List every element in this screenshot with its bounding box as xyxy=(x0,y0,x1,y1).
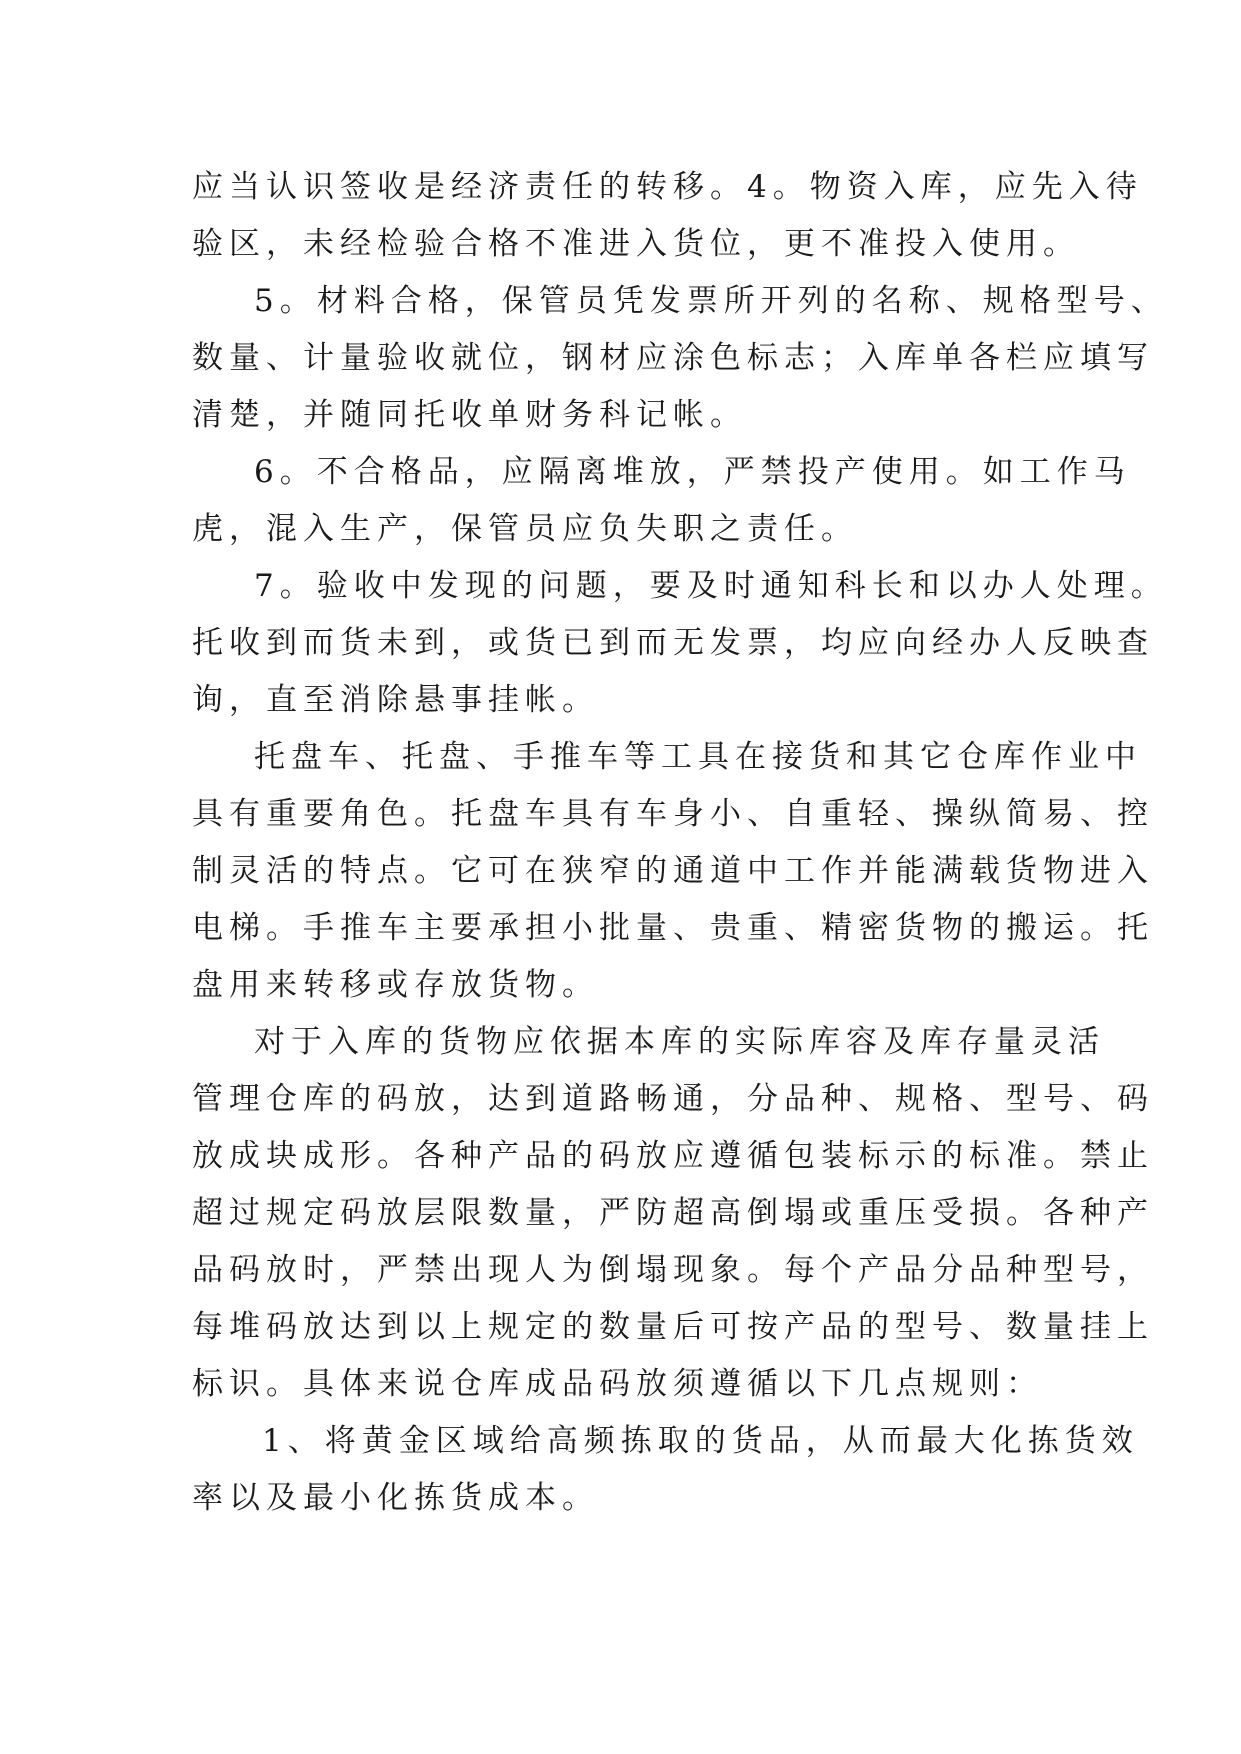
text-line: 询，直至消除悬事挂帐。 xyxy=(192,682,599,718)
paragraph-start: 1、将黄金区域给高频拣取的货品，从而最大化拣货效 xyxy=(262,1423,1139,1459)
text-line: 率以及最小化拣货成本。 xyxy=(192,1480,599,1516)
paragraph-start: 6。不合格品，应隔离堆放，严禁投产使用。如工作马 xyxy=(254,454,1131,490)
text-line: 放成块成形。各种产品的码放应遵循包装标示的标准。禁止 xyxy=(192,1138,1154,1174)
paragraph-start: 托盘车、托盘、手推车等工具在接货和其它仓库作业中 xyxy=(254,739,1142,775)
text-line: 具有重要角色。托盘车具有车身小、自重轻、操纵简易、控 xyxy=(192,796,1154,832)
text-line: 超过规定码放层限数量，严防超高倒塌或重压受损。各种产 xyxy=(192,1195,1154,1231)
text-line: 虎，混入生产，保管员应负失职之责任。 xyxy=(192,511,858,547)
text-line: 应当认识签收是经济责任的转移。4。物资入库，应先入待 xyxy=(192,169,1143,205)
text-line: 制灵活的特点。它可在狭窄的通道中工作并能满载货物进入 xyxy=(192,853,1154,889)
text-line: 盘用来转移或存放货物。 xyxy=(192,967,599,1003)
text-line: 标识。具体来说仓库成品码放须遵循以下几点规则： xyxy=(192,1366,1043,1402)
text-line: 品码放时，严禁出现人为倒塌现象。每个产品分品种型号， xyxy=(192,1252,1154,1288)
text-line: 清楚，并随同托收单财务科记帐。 xyxy=(192,397,747,433)
paragraph-start: 对于入库的货物应依据本库的实际库容及库存量灵活 xyxy=(254,1024,1105,1060)
text-line: 每堆码放达到以上规定的数量后可按产品的型号、数量挂上 xyxy=(192,1309,1154,1345)
text-line: 电梯。手推车主要承担小批量、贵重、精密货物的搬运。托 xyxy=(192,910,1154,946)
text-line: 数量、计量验收就位，钢材应涂色标志；入库单各栏应填写 xyxy=(192,340,1154,376)
text-line: 验区，未经检验合格不准进入货位，更不准投入使用。 xyxy=(192,226,1080,262)
text-line: 托收到而货未到，或货已到而无发票，均应向经办人反映查 xyxy=(192,625,1154,661)
paragraph-start: 5。材料合格，保管员凭发票所开列的名称、规格型号、 xyxy=(254,283,1168,319)
paragraph-start: 7。验收中发现的问题，要及时通知科长和以办人处理。 xyxy=(254,568,1168,604)
text-line: 管理仓库的码放，达到道路畅通，分品种、规格、型号、码 xyxy=(192,1081,1154,1117)
